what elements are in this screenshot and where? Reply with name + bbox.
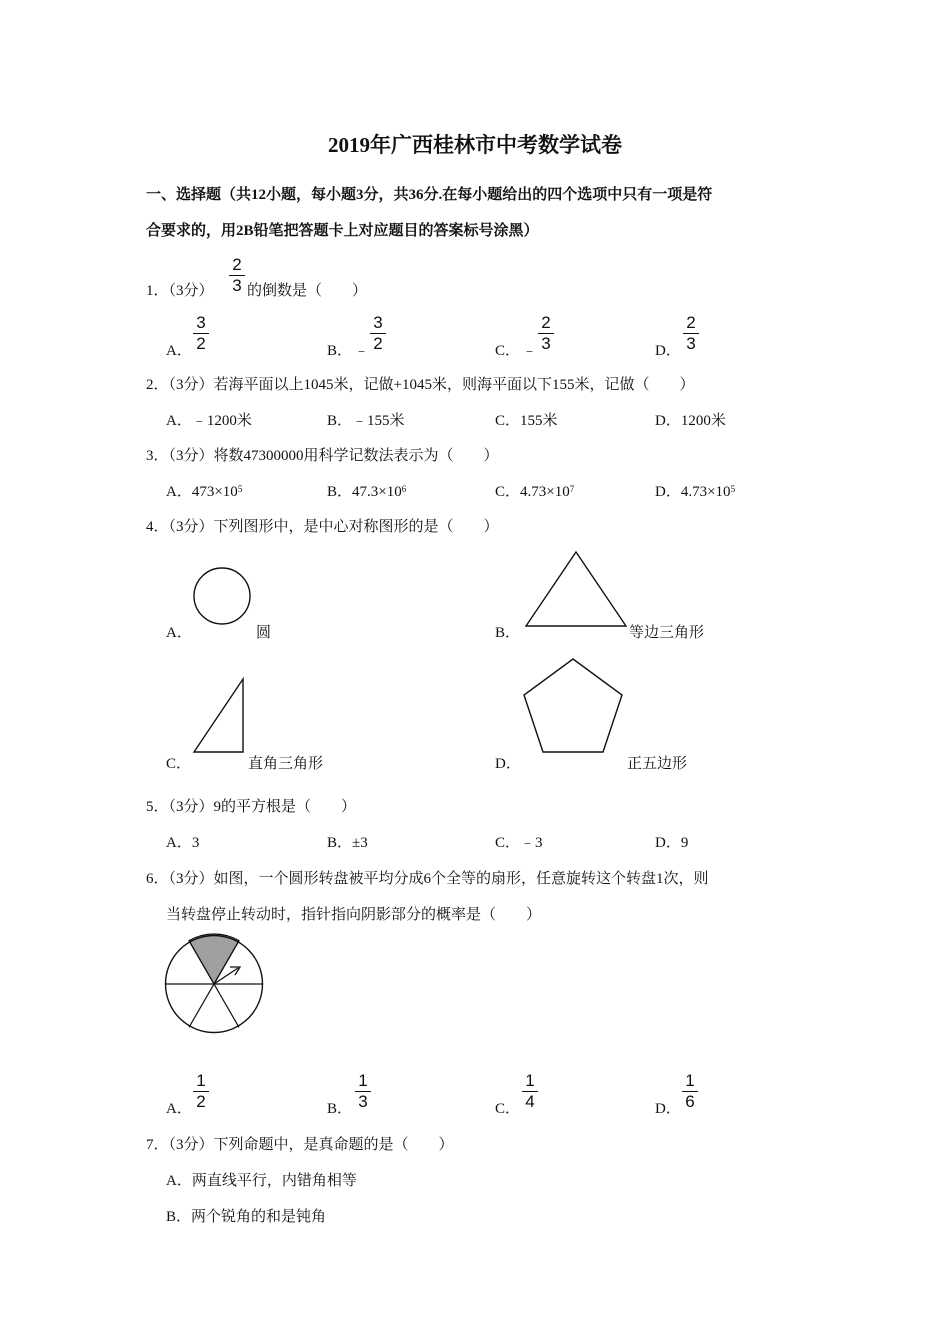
fraction: 1 6	[682, 1072, 698, 1111]
option-c[interactable]: C．﹣3	[495, 835, 543, 851]
option-d[interactable]: D．9	[655, 835, 689, 851]
question-4-stem: 4．（3分）下列图形中，是中心对称图形的是（ ）	[146, 519, 499, 535]
spinner-figure	[164, 934, 264, 1034]
option-a[interactable]: A．两直线平行，内错角相等	[166, 1173, 357, 1189]
option-c[interactable]: C．$4.73\times 10^7$	[495, 484, 575, 500]
question-6-line1: 6．（3分）如图，一个圆形转盘被平均分成6个全等的扇形，任意旋转这个转盘1次，则	[146, 871, 709, 887]
regular-pentagon-figure	[521, 656, 625, 754]
option-b[interactable]: B．两个锐角的和是钝角	[166, 1209, 327, 1225]
option-a[interactable]: A．3	[166, 835, 200, 851]
fraction: 1 4	[522, 1072, 538, 1111]
right-triangle-figure	[192, 677, 246, 755]
equilateral-triangle-figure	[524, 550, 628, 628]
option-b[interactable]: B．±3	[327, 835, 368, 851]
fraction: 3 2	[370, 314, 386, 353]
circle-figure	[190, 566, 254, 626]
question-2-stem: 2．（3分）若海平面以上1045米，记做+1045米，则海平面以下155米，记做（ ）	[146, 377, 695, 393]
option-b[interactable]: B．﹣155米	[327, 413, 405, 429]
option-d[interactable]: D．1200米	[655, 413, 726, 429]
question-stem: 的倒数是（ ）	[247, 283, 368, 299]
fraction: 1 2	[193, 1072, 209, 1111]
section-header-line2: 合要求的，用2B铅笔把答题卡上对应题目的答案标号涂黑）	[146, 223, 539, 239]
fraction: 1 3	[355, 1072, 371, 1111]
fraction: 2 3	[538, 314, 554, 353]
option-a[interactable]: A．$473\times 10^5$	[166, 484, 243, 500]
option-a[interactable]: A．﹣1200米	[166, 413, 252, 429]
section-header-line1: 一、选择题（共12小题，每小题3分，共36分.在每小题给出的四个选项中只有一项是符	[146, 187, 713, 203]
option-c[interactable]: C．155米	[495, 413, 558, 429]
question-number: 1．（3分）	[146, 283, 214, 299]
option-d[interactable]: D．$4.73\times 10^5$	[655, 484, 736, 500]
fraction: 2 3	[229, 256, 245, 295]
fraction: 3 2	[193, 314, 209, 353]
fraction: 2 3	[683, 314, 699, 353]
question-6-line2: 当转盘停止转动时，指针指向阴影部分的概率是（ ）	[166, 907, 542, 923]
question-7-stem: 7．（3分）下列命题中，是真命题的是（ ）	[146, 1137, 454, 1153]
question-5-stem: 5．（3分）9的平方根是（ ）	[146, 799, 357, 815]
page-title: 2019年广西桂林市中考数学试卷	[328, 133, 622, 157]
option-b[interactable]: B．$47.3\times 10^6$	[327, 484, 407, 500]
question-3-stem: 3．（3分）将数47300000用科学记数法表示为（ ）	[146, 448, 499, 464]
